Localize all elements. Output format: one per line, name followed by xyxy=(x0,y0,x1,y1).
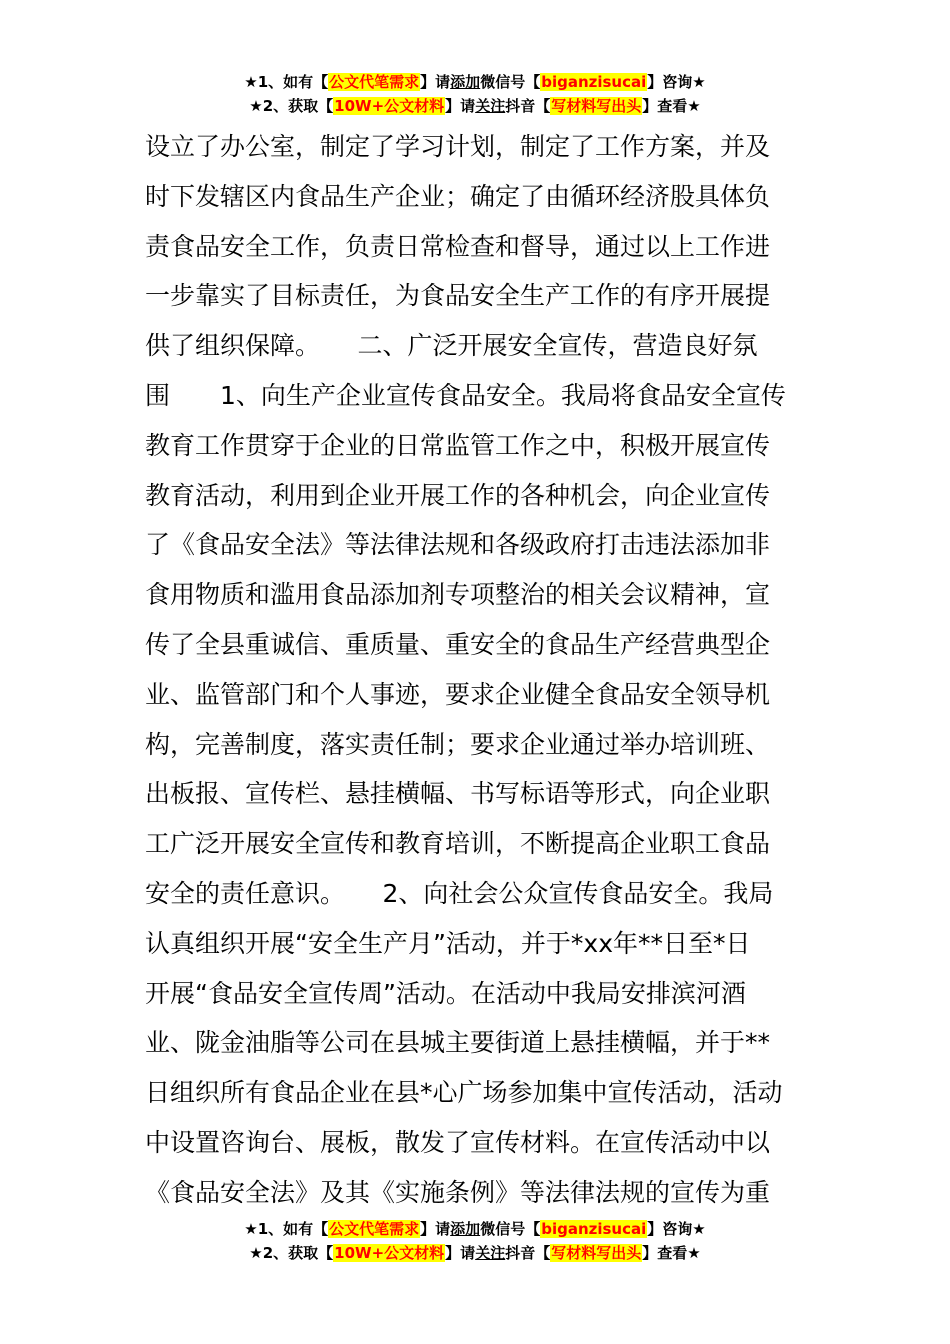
text-line: 一步靠实了目标责任，为食品安全生产工作的有序开展提 xyxy=(145,281,771,311)
text-line: 工广泛开展安全宣传和教育培训，不断提高企业职工食品 xyxy=(145,829,771,859)
wechat-id: biganzisucai xyxy=(541,73,647,91)
star-icon: ★ xyxy=(692,73,706,91)
highlight-materials: 10W+公文材料 xyxy=(334,1244,445,1262)
star-icon: ★ xyxy=(249,97,263,115)
text-line: 责食品安全工作，负责日常检查和督导，通过以上工作进 xyxy=(145,231,771,261)
wechat-id: biganzisucai xyxy=(541,1220,647,1238)
douyin-account: 写材料写出头 xyxy=(551,1244,642,1262)
notice-line-1: ★1、如有【公文代笔需求】请添加微信号【biganzisucai】咨询★ xyxy=(244,73,706,91)
text-line: 教育工作贯穿于企业的日常监管工作之中，积极开展宣传 xyxy=(145,430,771,460)
text-line: 供了组织保障。 二、广泛开展安全宣传，营造良好氛 xyxy=(145,331,758,361)
notice-line-2: ★2、获取【10W+公文材料】请关注抖音【写材料写出头】查看★ xyxy=(249,1244,701,1262)
text-line: 业、监管部门和个人事迹，要求企业健全食品安全领导机 xyxy=(145,679,771,709)
text-line: 传了全县重诚信、重质量、重安全的食品生产经营典型企 xyxy=(145,629,771,659)
star-icon: ★ xyxy=(687,97,701,115)
notice-line-2: ★2、获取【10W+公文材料】请关注抖音【写材料写出头】查看★ xyxy=(249,97,701,115)
text-line: 日组织所有食品企业在县*心广场参加集中宣传活动，活动 xyxy=(145,1078,783,1108)
star-icon: ★ xyxy=(244,73,258,91)
document-body xyxy=(145,122,810,1218)
highlight-materials: 10W+公文材料 xyxy=(334,97,445,115)
star-icon: ★ xyxy=(687,1244,701,1262)
notice-line-1: ★1、如有【公文代笔需求】请添加微信号【biganzisucai】咨询★ xyxy=(244,1220,706,1238)
text-line: 业、陇金油脂等公司在县城主要街道上悬挂横幅，并于** xyxy=(145,1028,771,1058)
star-icon: ★ xyxy=(692,1220,706,1238)
text-line: 开展“食品安全宣传周”活动。在活动中我局安排滨河酒 xyxy=(145,978,746,1008)
highlight-service: 公文代笔需求 xyxy=(329,73,420,91)
header-notice xyxy=(0,70,950,118)
douyin-account: 写材料写出头 xyxy=(551,97,642,115)
text-line: 中设置咨询台、展板，散发了宣传材料。在宣传活动中以 xyxy=(145,1127,771,1157)
footer-notice xyxy=(0,1217,950,1265)
text-line: 认真组织开展“安全生产月”活动，并于*xx年**日至*日 xyxy=(145,928,751,958)
text-line: 《食品安全法》及其《实施条例》等法律法规的宣传为重 xyxy=(145,1177,771,1207)
text-line: 出板报、宣传栏、悬挂横幅、书写标语等形式，向企业职 xyxy=(145,779,771,809)
text-line: 设立了办公室，制定了学习计划，制定了工作方案，并及 xyxy=(145,132,771,161)
text-line: 围 1、向生产企业宣传食品安全。我局将食品安全宣传 xyxy=(145,380,786,410)
star-icon: ★ xyxy=(249,1244,263,1262)
text-line: 安全的责任意识。 2、向社会公众宣传食品安全。我局 xyxy=(145,878,774,908)
text-line: 了《食品安全法》等法律法规和各级政府打击违法添加非 xyxy=(145,530,771,560)
text-line: 构，完善制度，落实责任制；要求企业通过举办培训班、 xyxy=(145,729,771,759)
text-line: 食用物质和滥用食品添加剂专项整治的相关会议精神，宣 xyxy=(145,580,771,610)
highlight-service: 公文代笔需求 xyxy=(329,1220,420,1238)
text-line: 教育活动，利用到企业开展工作的各种机会，向企业宣传 xyxy=(145,480,771,510)
star-icon: ★ xyxy=(244,1220,258,1238)
text-line: 时下发辖区内食品生产企业；确定了由循环经济股具体负 xyxy=(145,181,771,211)
